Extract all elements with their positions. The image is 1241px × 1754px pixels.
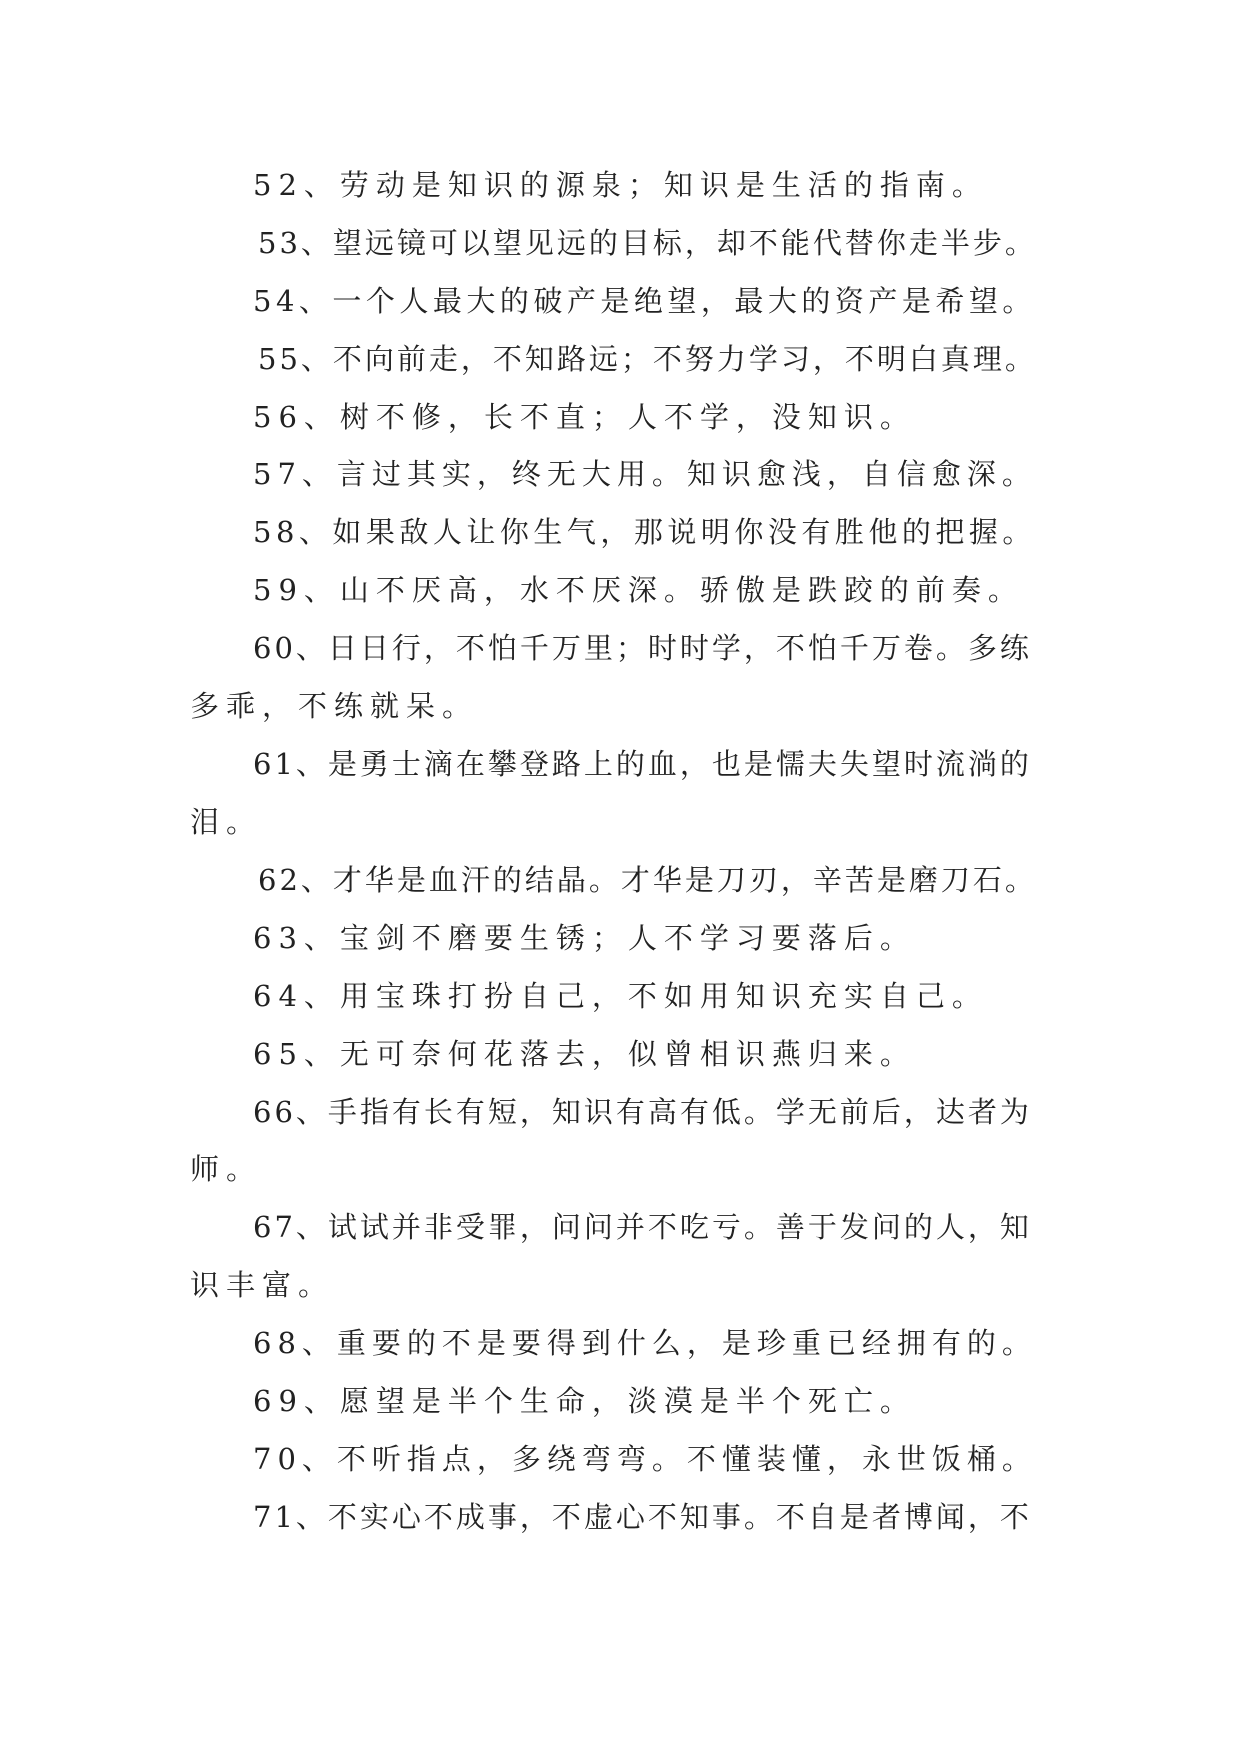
text-line: 70、不听指点，多绕弯弯。不懂装懂，永世饭桶。: [253, 1442, 1037, 1476]
text-line: 61、是勇士滴在攀登路上的血，也是懦夫失望时流淌的: [253, 747, 1032, 781]
text-line: 63、宝剑不磨要生锈；人不学习要落后。: [253, 921, 916, 955]
text-line: 师。: [190, 1152, 263, 1186]
text-line: 53、望远镜可以望见远的目标，却不能代替你走半步。: [258, 226, 1037, 260]
text-line: 66、手指有长有短，知识有高有低。学无前后，达者为: [253, 1095, 1032, 1129]
text-line: 56、树不修，长不直；人不学，没知识。: [253, 400, 916, 434]
text-line: 62、才华是血汗的结晶。才华是刀刃，辛苦是磨刀石。: [258, 863, 1037, 897]
text-line: 69、愿望是半个生命，淡漠是半个死亡。: [253, 1384, 916, 1418]
text-line: 71、不实心不成事，不虚心不知事。不自是者博闻，不: [253, 1500, 1032, 1534]
text-line: 识丰富。: [190, 1268, 335, 1302]
text-line: 52、劳动是知识的源泉；知识是生活的指南。: [253, 168, 988, 202]
text-line: 60、日日行，不怕千万里；时时学，不怕千万卷。多练: [253, 631, 1032, 665]
text-line: 68、重要的不是要得到什么，是珍重已经拥有的。: [253, 1326, 1037, 1360]
text-line: 59、山不厌高，水不厌深。骄傲是跌跤的前奏。: [253, 573, 1024, 607]
text-line: 多乖，不练就呆。: [190, 689, 479, 723]
text-line: 65、无可奈何花落去，似曾相识燕归来。: [253, 1037, 916, 1071]
text-line: 泪。: [190, 805, 263, 839]
text-line: 64、用宝珠打扮自己，不如用知识充实自己。: [253, 979, 988, 1013]
text-line: 55、不向前走，不知路远；不努力学习，不明白真理。: [258, 342, 1037, 376]
text-line: 57、言过其实，终无大用。知识愈浅，自信愈深。: [253, 457, 1037, 491]
text-line: 54、一个人最大的破产是绝望，最大的资产是希望。: [253, 284, 1036, 318]
text-line: 58、如果敌人让你生气，那说明你没有胜他的把握。: [253, 515, 1036, 549]
text-line: 67、试试并非受罪，问问并不吃亏。善于发问的人，知: [253, 1210, 1032, 1244]
